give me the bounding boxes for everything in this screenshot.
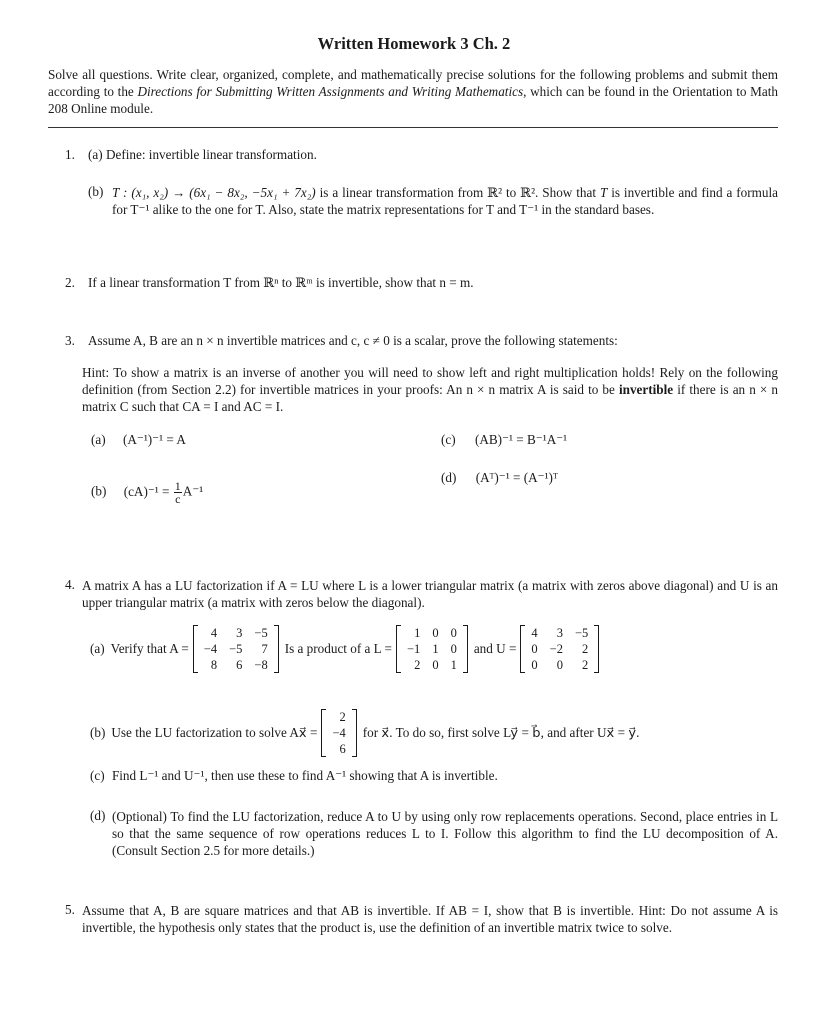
matrix-entry: −4	[203, 642, 218, 656]
matrix-L	[396, 625, 468, 673]
matrix-row	[326, 725, 351, 741]
vector-b	[321, 709, 356, 757]
matrix-entry: 6	[339, 742, 346, 756]
matrix-entry: −5	[229, 642, 243, 656]
matrix-entry: 0	[432, 658, 439, 672]
matrix-U-table	[525, 625, 594, 673]
vector-b-table	[326, 709, 351, 757]
q4a	[90, 621, 599, 677]
matrix-row	[198, 641, 274, 657]
matrix-entry: 8	[210, 658, 218, 672]
matrix-A	[193, 625, 279, 673]
matrix-U	[520, 625, 599, 673]
matrix-entry: 0	[531, 658, 538, 672]
matrix-entry: 4	[210, 626, 218, 640]
matrix-row	[401, 625, 463, 641]
intro-text-1: Solve all questions. Write clear, organized, complete, and mathematically precise solutions for the following problems and submit them according to the	[48, 67, 778, 99]
matrix-entry: 2	[339, 710, 346, 724]
q5-text: Assume that A, B are square matrices and that AB is invertible. If AB = I, show that B is invertible. Hint: Do not assume A is invertible, the hypothesis only states that the product is, use the definition of an invertible matrix twice to solve.	[82, 903, 778, 935]
matrix-row	[525, 625, 594, 641]
q1b-T: T	[599, 185, 608, 200]
matrix-row	[326, 709, 351, 725]
q1a-text: Define: invertible linear transformation.	[105, 147, 317, 162]
q1-number: 1.	[65, 147, 75, 162]
q3-hint-text-2: if there is an n × n matrix C such that CA = I and AC = I.	[82, 382, 779, 414]
q4-number: 4.	[65, 577, 75, 592]
q3b-fraction	[174, 480, 182, 505]
q4c-text: Find L⁻¹ and U⁻¹, then use these to find A⁻¹ showing that A is invertible.	[111, 768, 498, 783]
q1b-text-2: is invertible and find a formula for T⁻¹ alike to the one for T. Also, state the matrix representations for T and T⁻¹ in the standard bases.	[112, 185, 778, 217]
matrix-entry: 0	[531, 642, 538, 656]
matrix-entry: 3	[236, 626, 243, 640]
q3b-numerator: 1	[174, 479, 181, 493]
q1b-text	[112, 184, 778, 218]
q3-hint	[82, 364, 778, 415]
matrix-entry: 2	[414, 658, 421, 672]
matrix-entry: 0	[432, 626, 439, 640]
q3a	[91, 432, 186, 448]
matrix-row	[198, 625, 274, 641]
q3b-label: (b)	[91, 483, 107, 499]
matrix-entry: 0	[450, 642, 457, 656]
q3c	[441, 432, 567, 448]
matrix-entry: −5	[574, 626, 589, 640]
matrix-row	[525, 657, 594, 673]
q3b	[91, 480, 203, 505]
matrix-entry: −2	[549, 642, 563, 656]
matrix-entry: 4	[531, 626, 538, 640]
matrix-entry: 2	[582, 642, 589, 656]
q4-text: A matrix A has a LU factorization if A = LU where L is a lower triangular matrix (a matrix with zeros above diagonal) and U is an upper triangular matrix (a matrix with zeros below the diagonal).	[82, 578, 778, 610]
intro-directions-title: Directions for Submitting Written Assignments and Writing Mathematics	[137, 84, 524, 99]
matrix-row	[198, 657, 274, 673]
matrix-entry: −8	[254, 658, 268, 672]
matrix-row	[401, 641, 463, 657]
q4b-label: (b)	[90, 725, 106, 740]
q3d	[441, 470, 558, 486]
q4a-and: and U =	[473, 641, 517, 656]
q3-text: Assume A, B are an n × n invertible matrices and c, c ≠ 0 is a scalar, prove the following statements:	[88, 333, 618, 348]
q3b-rhs: A⁻¹	[182, 483, 204, 499]
q4a-label: (a)	[90, 641, 105, 656]
divider	[48, 127, 778, 128]
intro-text-2: , which can be found in the Orientation to Math 208 Online module.	[48, 84, 778, 116]
q3d-math: (Aᵀ)⁻¹ = (A⁻¹)ᵀ	[475, 470, 558, 485]
q1a-label: (a)	[88, 147, 103, 162]
q1b-text-1: is a linear transformation from ℝ² to ℝ². Show that	[315, 185, 600, 200]
q4b-pre: Use the LU factorization to solve Ax⃗ =	[111, 725, 318, 740]
q3b-lhs: (cA)⁻¹ =	[123, 483, 170, 499]
q3-hint-bold: invertible	[618, 382, 674, 397]
matrix-entry: 7	[261, 642, 268, 656]
q4c-label: (c)	[90, 768, 105, 783]
q5-number: 5.	[65, 902, 75, 917]
page-title: Written Homework 3 Ch. 2	[317, 34, 511, 53]
q4c	[90, 768, 498, 784]
q4d-text: (Optional) To find the LU factorization, reduce A to U by using only row replacements operations. Second, place entries in L so that the same sequence of row operations reduces L to I. Follow this algorithm to find the LU decomposition of A. (Consult Section 2.5 for more details.)	[112, 809, 778, 858]
matrix-entry: 1	[432, 642, 439, 656]
q4b	[90, 705, 639, 761]
q3-hint-text-1: Hint: To show a matrix is an inverse of another you will need to show left and right multiplication holds! Rely on the following definition (from Section 2.2) for invertible matrices in your proofs: An n × n matrix A is said to be	[82, 365, 778, 397]
q3-number: 3.	[65, 333, 75, 348]
q4b-post: for x⃗. To do so, first solve Ly⃗ = b⃗, and after Ux⃗ = y⃗.	[362, 725, 640, 740]
matrix-entry: −5	[254, 626, 268, 640]
matrix-entry: −1	[407, 642, 421, 656]
matrix-entry: 2	[582, 658, 589, 672]
matrix-row	[401, 657, 463, 673]
q1a	[88, 147, 317, 163]
q2-text: If a linear transformation T from ℝⁿ to ℝᵐ is invertible, show that n = m.	[88, 275, 474, 290]
matrix-entry: 0	[556, 658, 563, 672]
matrix-row	[326, 741, 351, 757]
matrix-A-table	[198, 625, 274, 673]
q3d-label: (d)	[441, 470, 457, 485]
q4a-pre: Verify that A =	[110, 641, 189, 656]
q3a-math: (A⁻¹)⁻¹ = A	[122, 432, 186, 447]
matrix-entry: 6	[236, 658, 243, 672]
matrix-entry: 1	[450, 658, 457, 672]
q3c-math: (AB)⁻¹ = B⁻¹A⁻¹	[474, 432, 568, 447]
q1b-map: T : (x₁, x₂) → (6x₁ − 8x₂, −5x₁ + 7x₂)	[112, 185, 316, 200]
q1b-label: (b)	[88, 184, 104, 199]
matrix-entry: 3	[556, 626, 563, 640]
intro-paragraph	[48, 66, 778, 117]
q3c-label: (c)	[441, 432, 456, 447]
q3a-label: (a)	[91, 432, 106, 447]
matrix-entry: 1	[414, 626, 421, 640]
q3b-denominator: c	[175, 492, 181, 506]
matrix-row	[525, 641, 594, 657]
matrix-L-table	[401, 625, 463, 673]
matrix-entry: 0	[450, 626, 457, 640]
matrix-entry: −4	[332, 726, 346, 740]
q4a-mid: Is a product of a L =	[284, 641, 392, 656]
q2-number: 2.	[65, 275, 75, 290]
q4d-label: (d)	[90, 808, 106, 823]
